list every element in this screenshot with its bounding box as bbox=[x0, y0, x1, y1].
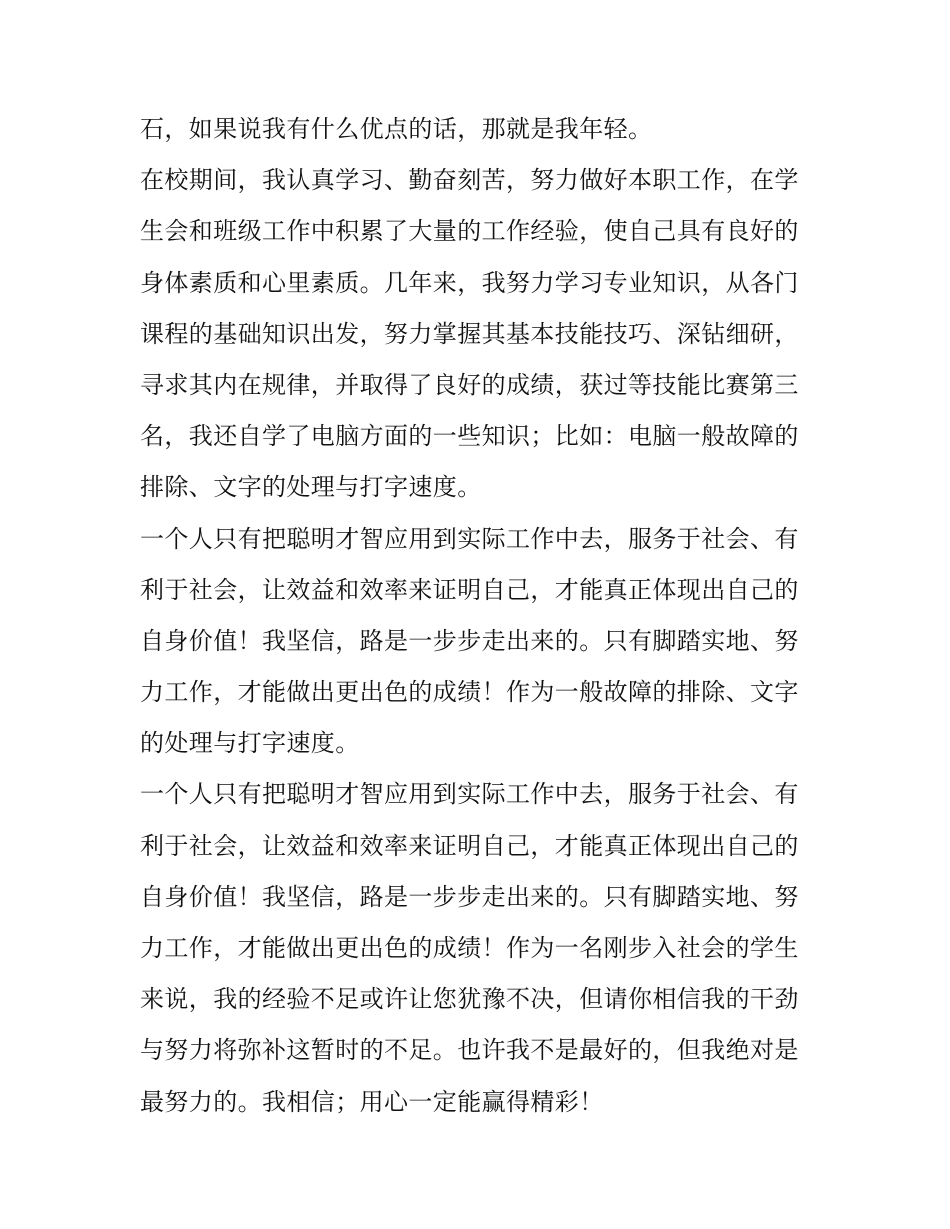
text-line: 石，如果说我有什么优点的话，那就是我年轻。 bbox=[140, 115, 653, 143]
text-line: 排除、文字的处理与打字速度。 bbox=[140, 473, 482, 502]
text-line: 的处理与打字速度。 bbox=[140, 729, 360, 758]
text-line: 生会和班级工作中积累了大量的工作经验，使自己具有良好的 bbox=[140, 217, 799, 246]
text-line: 最努力的。我相信；用心一定能赢得精彩！ bbox=[140, 1087, 604, 1116]
text-line: 与努力将弥补这暂时的不足。也许我不是最好的，但我绝对是 bbox=[140, 1036, 799, 1065]
text-line: 力工作，才能做出更出色的成绩！作为一名刚步入社会的学生 bbox=[140, 934, 799, 962]
text-line: 力工作，才能做出更出色的成绩！作为一般故障的排除、文字 bbox=[140, 678, 799, 707]
text-line: 名，我还自学了电脑方面的一些知识；比如：电脑一般故障的 bbox=[140, 422, 799, 451]
text-line: 来说，我的经验不足或许让您犹豫不决，但请你相信我的干劲 bbox=[140, 985, 799, 1014]
text-line: 一个人只有把聪明才智应用到实际工作中去，服务于社会、有 bbox=[140, 524, 799, 553]
text-line: 利于社会，让效益和效率来证明自己，才能真正体现出自己的 bbox=[140, 831, 799, 860]
text-line: 课程的基础知识出发，努力掌握其基本技能技巧、深钻细研， bbox=[140, 319, 799, 348]
text-line: 自身价值！我坚信，路是一步步走出来的。只有脚踏实地、努 bbox=[140, 882, 799, 911]
text-line: 寻求其内在规律，并取得了良好的成绩，获过等技能比赛第三 bbox=[140, 370, 799, 399]
document-body bbox=[140, 104, 814, 1128]
text-line: 身体素质和心里素质。几年来，我努力学习专业知识，从各门 bbox=[140, 268, 799, 297]
text-line: 自身价值！我坚信，路是一步步走出来的。只有脚踏实地、努 bbox=[140, 626, 799, 655]
text-line: 一个人只有把聪明才智应用到实际工作中去，服务于社会、有 bbox=[140, 780, 799, 809]
text-line: 利于社会，让效益和效率来证明自己，才能真正体现出自己的 bbox=[140, 575, 799, 604]
text-line: 在校期间，我认真学习、勤奋刻苦，努力做好本职工作，在学 bbox=[140, 166, 799, 195]
